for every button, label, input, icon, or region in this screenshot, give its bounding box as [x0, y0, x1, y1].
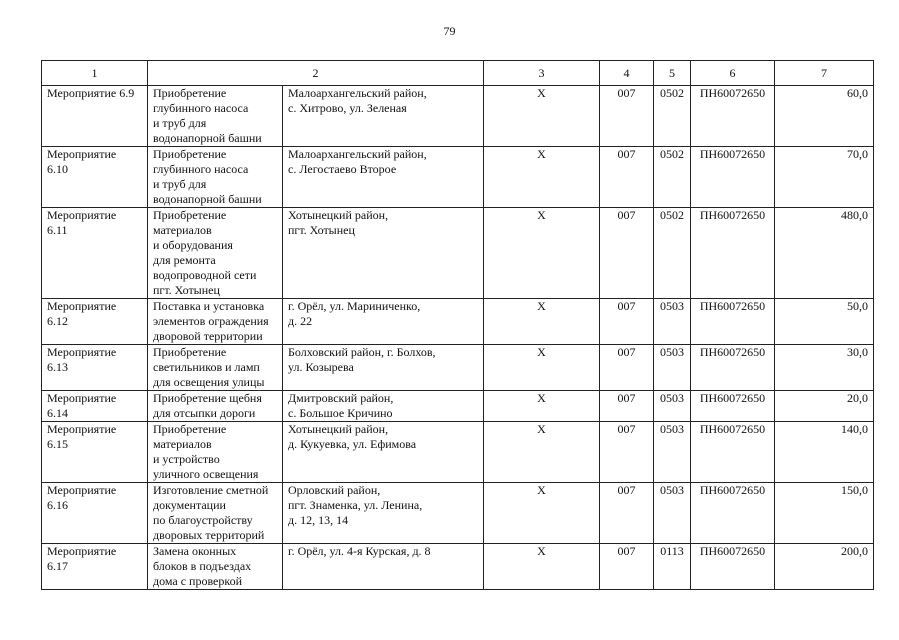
row-col5: 0503: [654, 483, 691, 544]
row-address: Хотынецкий район, пгт. Хотынец: [283, 208, 484, 299]
table-row: [42, 86, 874, 147]
table-row: [42, 544, 874, 590]
table-row: [42, 147, 874, 208]
row-name: Приобретение материалов и устройство уличного освещения: [148, 422, 283, 483]
row-col4: 007: [600, 483, 654, 544]
row-col4: 007: [600, 391, 654, 422]
row-name: Приобретение глубинного насоса и труб для водонапорной башни: [148, 86, 283, 147]
row-col3: Х: [484, 208, 600, 299]
row-col5: 0502: [654, 208, 691, 299]
row-col4: 007: [600, 299, 654, 345]
row-name: Приобретение материалов и оборудования для ремонта водопроводной сети пгт. Хотынец: [148, 208, 283, 299]
row-id: Мероприятие 6.10: [42, 147, 148, 208]
row-name: Приобретение светильников и ламп для освещения улицы: [148, 345, 283, 391]
row-address: Малоархангельский район, с. Легостаево Второе: [283, 147, 484, 208]
row-address: Дмитровский район, с. Большое Кричино: [283, 391, 484, 422]
row-col4: 007: [600, 544, 654, 590]
header-col-5: 5: [654, 61, 691, 86]
row-id: Мероприятие 6.11: [42, 208, 148, 299]
row-col5: 0502: [654, 86, 691, 147]
row-col5: 0113: [654, 544, 691, 590]
row-id: Мероприятие 6.12: [42, 299, 148, 345]
row-col4: 007: [600, 208, 654, 299]
header-col-2: 2: [148, 61, 484, 86]
row-address: Хотынецкий район, д. Кукуевка, ул. Ефимова: [283, 422, 484, 483]
row-col3: Х: [484, 483, 600, 544]
page-number: 79: [443, 24, 456, 38]
row-col7: 140,0: [775, 422, 874, 483]
row-address: Малоархангельский район, с. Хитрово, ул. Зеленая: [283, 86, 484, 147]
row-col3: Х: [484, 422, 600, 483]
row-col5: 0503: [654, 299, 691, 345]
row-col6: ПН60072650: [691, 483, 775, 544]
row-address: Болховский район, г. Болхов, ул. Козырева: [283, 345, 484, 391]
row-name: Изготовление сметной документации по благоустройству дворовых территорий: [148, 483, 283, 544]
row-col6: ПН60072650: [691, 391, 775, 422]
row-address: г. Орёл, ул. Мариниченко, д. 22: [283, 299, 484, 345]
table-row: [42, 391, 874, 422]
table-row: [42, 345, 874, 391]
row-col7: 480,0: [775, 208, 874, 299]
table-row: [42, 299, 874, 345]
row-id: Мероприятие 6.16: [42, 483, 148, 544]
row-col6: ПН60072650: [691, 345, 775, 391]
row-name: Приобретение щебня для отсыпки дороги: [148, 391, 283, 422]
row-col3: Х: [484, 345, 600, 391]
row-col6: ПН60072650: [691, 86, 775, 147]
header-col-4: 4: [600, 61, 654, 86]
row-col7: 20,0: [775, 391, 874, 422]
row-address: Орловский район, пгт. Знаменка, ул. Ленина, д. 12, 13, 14: [283, 483, 484, 544]
row-id: Мероприятие 6.13: [42, 345, 148, 391]
row-name: Поставка и установка элементов ограждения дворовой территории: [148, 299, 283, 345]
row-col3: Х: [484, 391, 600, 422]
row-col4: 007: [600, 422, 654, 483]
row-col3: Х: [484, 147, 600, 208]
row-col7: 60,0: [775, 86, 874, 147]
row-col3: Х: [484, 299, 600, 345]
table-row: [42, 422, 874, 483]
program-table: [41, 60, 874, 590]
row-name: Замена оконных блоков в подъездах дома с проверкой: [148, 544, 283, 590]
row-col4: 007: [600, 345, 654, 391]
row-col7: 30,0: [775, 345, 874, 391]
row-col3: Х: [484, 544, 600, 590]
row-address: г. Орёл, ул. 4-я Курская, д. 8: [283, 544, 484, 590]
row-col7: 150,0: [775, 483, 874, 544]
row-col6: ПН60072650: [691, 422, 775, 483]
row-col6: ПН60072650: [691, 544, 775, 590]
row-id: Мероприятие 6.15: [42, 422, 148, 483]
header-row: [42, 61, 874, 86]
row-col5: 0503: [654, 391, 691, 422]
row-col4: 007: [600, 86, 654, 147]
row-col5: 0503: [654, 345, 691, 391]
row-col5: 0503: [654, 422, 691, 483]
row-name: Приобретение глубинного насоса и труб для водонапорной башни: [148, 147, 283, 208]
row-col7: 50,0: [775, 299, 874, 345]
header-col-6: 6: [691, 61, 775, 86]
row-col7: 200,0: [775, 544, 874, 590]
row-col3: Х: [484, 86, 600, 147]
row-id: Мероприятие 6.14: [42, 391, 148, 422]
row-col4: 007: [600, 147, 654, 208]
row-id: Мероприятие 6.17: [42, 544, 148, 590]
table-row: [42, 483, 874, 544]
row-col6: ПН60072650: [691, 208, 775, 299]
row-col7: 70,0: [775, 147, 874, 208]
header-col-1: 1: [42, 61, 148, 86]
row-col5: 0502: [654, 147, 691, 208]
row-col6: ПН60072650: [691, 299, 775, 345]
header-col-7: 7: [775, 61, 874, 86]
row-col6: ПН60072650: [691, 147, 775, 208]
header-col-3: 3: [484, 61, 600, 86]
table-row: [42, 208, 874, 299]
row-id: Мероприятие 6.9: [42, 86, 148, 147]
